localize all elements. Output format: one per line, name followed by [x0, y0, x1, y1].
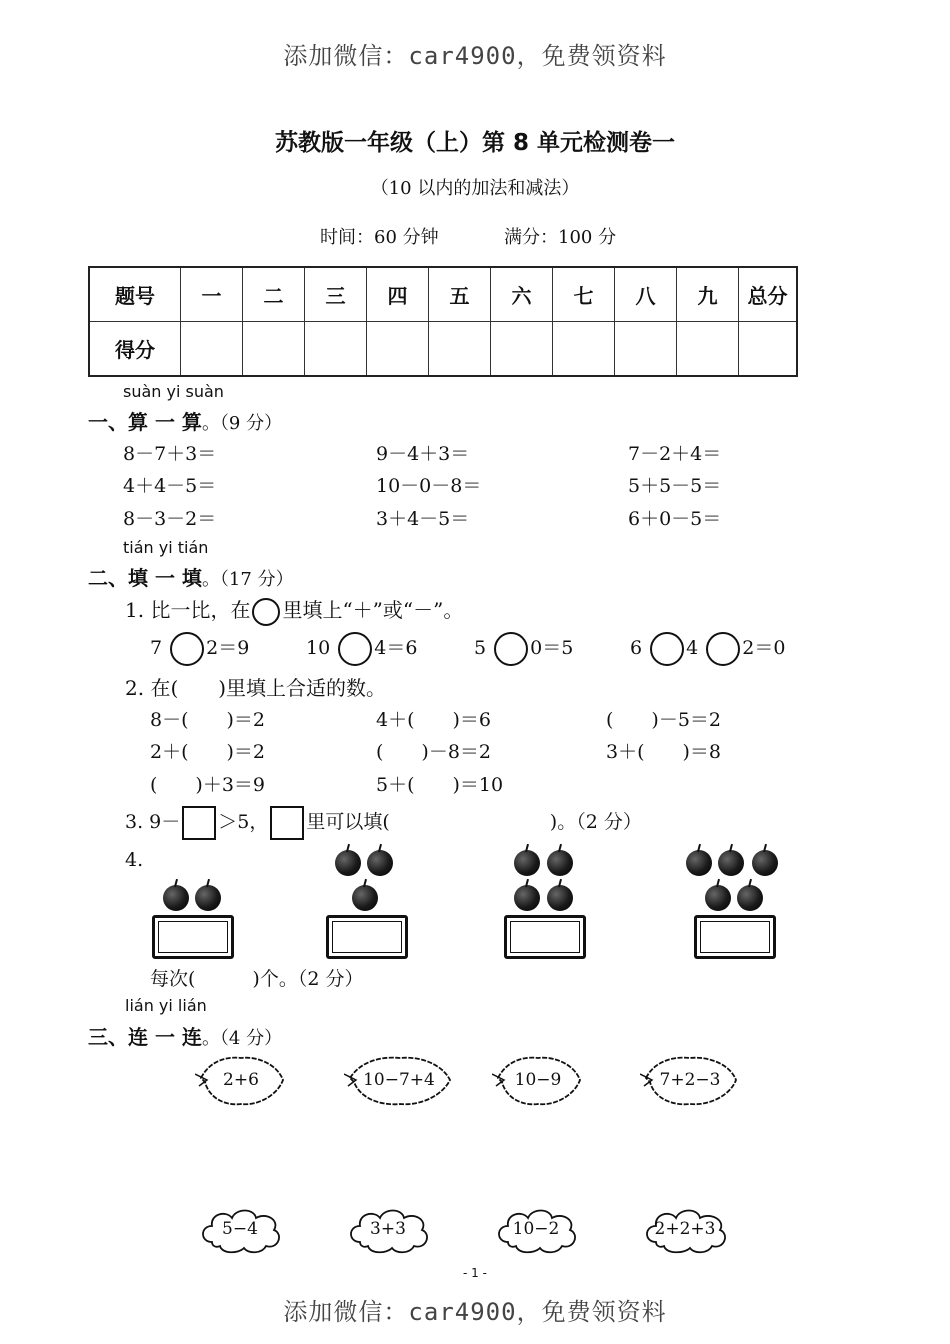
q3-text: )。（2 分）: [549, 811, 642, 833]
full-score-label: 满分：100 分: [504, 227, 617, 248]
fill-blank-problem[interactable]: ( )－5＝2: [606, 709, 722, 731]
apple-icon: [195, 885, 221, 911]
cloud-card[interactable]: [198, 1204, 282, 1256]
score-entry-cell[interactable]: [739, 322, 798, 377]
fill-blank-problem[interactable]: 2＋( )＝2: [150, 741, 266, 763]
answer-box[interactable]: [504, 915, 586, 959]
score-entry-cell[interactable]: [181, 322, 243, 377]
score-entry-cell[interactable]: [305, 322, 367, 377]
cloud-card[interactable]: [346, 1204, 430, 1256]
operator-circle[interactable]: [338, 632, 372, 666]
q3-text: 里可以填(: [306, 811, 390, 833]
leaf-card[interactable]: [195, 1052, 287, 1110]
cloud-expression: 2+2+3: [654, 1219, 716, 1239]
q4-answer-line[interactable]: 每次( )个。（2 分）: [150, 968, 364, 990]
time-label: 时间：60 分钟: [320, 227, 439, 248]
section2-title: 二、填 一 填: [88, 566, 202, 590]
score-table-cell: 一: [181, 267, 243, 322]
cloud-expression: 10−2: [512, 1219, 560, 1239]
apple-icon: [686, 850, 712, 876]
calc-problem: 10－0－8＝: [376, 475, 482, 497]
q1-item: [474, 632, 573, 666]
answer-box[interactable]: [326, 915, 408, 959]
score-entry-cell[interactable]: [491, 322, 553, 377]
score-entry-cell[interactable]: [243, 322, 305, 377]
q1-item: [150, 632, 249, 666]
apple-icon: [163, 885, 189, 911]
apple-icon: [352, 885, 378, 911]
calc-problem: 7－2＋4＝: [628, 443, 722, 465]
score-table-cell: 六: [491, 267, 553, 322]
q1-operand: 0＝5: [530, 637, 574, 659]
page-subtitle: （10 以内的加法和减法）: [370, 178, 580, 199]
apple-icon: [705, 885, 731, 911]
watermark-top: 添加微信：car4900，免费领资料: [283, 42, 667, 70]
leaf-expression: 10−9: [514, 1070, 562, 1090]
section1-title: 一、算 一 算: [88, 410, 202, 434]
operator-circle[interactable]: [170, 632, 204, 666]
score-table-cell: 八: [615, 267, 677, 322]
calc-problem: 5＋5－5＝: [628, 475, 722, 497]
fill-blank-problem[interactable]: ( )－8＝2: [376, 741, 492, 763]
page-title: 苏教版一年级（上）第 8 单元检测卷一: [274, 130, 676, 156]
q1-operand: 2＝0: [742, 637, 786, 659]
section1-heading: [88, 406, 282, 435]
score-table-cell: 得分: [89, 322, 181, 377]
q3-text: ＞5，: [218, 811, 269, 833]
calc-problem: 6＋0－5＝: [628, 508, 722, 530]
q1-item: [630, 632, 785, 666]
score-entry-cell[interactable]: [429, 322, 491, 377]
leaf-expression: 2+6: [223, 1070, 259, 1090]
leaf-expression: 10−7+4: [363, 1070, 435, 1090]
leaf-card[interactable]: [344, 1052, 454, 1110]
score-entry-cell[interactable]: [367, 322, 429, 377]
calc-problem: 8－3－2＝: [123, 508, 217, 530]
answer-box[interactable]: [694, 915, 776, 959]
score-entry-cell[interactable]: [553, 322, 615, 377]
score-table-header-row: [89, 267, 797, 322]
apple-icon: [335, 850, 361, 876]
apple-icon: [514, 850, 540, 876]
score-table-cell: 四: [367, 267, 429, 322]
q1-prefix: 1. 比一比，在: [125, 598, 251, 622]
q2-instruction: 2. 在( )里填上合适的数。: [125, 676, 387, 700]
q1-operand: 4＝6: [374, 637, 418, 659]
fill-blank-problem[interactable]: 3＋( )＝8: [606, 741, 722, 763]
cloud-expression: 3+3: [370, 1219, 406, 1239]
section1-points: 。（9 分）: [201, 413, 283, 434]
q1-instruction: [125, 594, 463, 626]
score-entry-cell[interactable]: [615, 322, 677, 377]
score-table-cell: 三: [305, 267, 367, 322]
leaf-expression: 7+2−3: [659, 1070, 721, 1090]
apple-icon: [752, 850, 778, 876]
leaf-card[interactable]: [640, 1052, 740, 1110]
q1-operand: 6: [630, 637, 643, 659]
cloud-card[interactable]: [642, 1204, 728, 1256]
apple-icon: [547, 885, 573, 911]
calc-problem: 3＋4－5＝: [376, 508, 470, 530]
score-table-cell: 五: [429, 267, 491, 322]
section3-heading: [88, 1021, 282, 1050]
answer-box[interactable]: [152, 915, 234, 959]
cloud-card[interactable]: [494, 1204, 578, 1256]
section3-title: 三、连 一 连: [88, 1025, 202, 1049]
section2-heading: [88, 562, 294, 591]
watermark-bottom: 添加微信：car4900，免费领资料: [283, 1298, 667, 1326]
q1-operand: 10: [306, 637, 331, 659]
answer-square[interactable]: [270, 806, 304, 840]
fill-blank-problem[interactable]: 5＋( )＝10: [376, 774, 504, 796]
score-table-cell: 九: [677, 267, 739, 322]
q3-line: [125, 806, 642, 840]
q1-operand: 2＝9: [206, 637, 250, 659]
page-number: - 1 -: [463, 1266, 487, 1280]
operator-circle[interactable]: [650, 632, 684, 666]
q1-operand: 5: [474, 637, 487, 659]
section2-pinyin: tián yi tián: [123, 538, 209, 557]
cloud-expression: 5−4: [222, 1219, 258, 1239]
fill-blank-problem[interactable]: 8－( )＝2: [150, 709, 266, 731]
q3-text: 3. 9－: [125, 811, 181, 833]
fill-blank-problem[interactable]: ( )＋3＝9: [150, 774, 266, 796]
score-entry-cell[interactable]: [677, 322, 739, 377]
score-table-cell: 题号: [89, 267, 181, 322]
calc-problem: 8－7＋3＝: [123, 443, 217, 465]
apple-icon: [737, 885, 763, 911]
calc-problem: 9－4＋3＝: [376, 443, 470, 465]
apple-icon: [718, 850, 744, 876]
leaf-card[interactable]: [492, 1052, 584, 1110]
apple-icon: [547, 850, 573, 876]
section3-pinyin: lián yi lián: [125, 996, 207, 1015]
score-table-cell: 七: [553, 267, 615, 322]
operator-circle[interactable]: [494, 632, 528, 666]
answer-square[interactable]: [182, 806, 216, 840]
q1-operand: 4: [686, 637, 699, 659]
q4-label: 4.: [125, 849, 144, 871]
apple-icon: [514, 885, 540, 911]
circle-icon: [252, 598, 280, 626]
section1-pinyin: suàn yi suàn: [123, 382, 224, 401]
section3-points: 。（4 分）: [201, 1028, 283, 1049]
score-table-cell: 总分: [739, 267, 798, 322]
operator-circle[interactable]: [706, 632, 740, 666]
calc-problem: 4＋4－5＝: [123, 475, 217, 497]
fill-blank-problem[interactable]: 4＋( )＝6: [376, 709, 492, 731]
q1-operand: 7: [150, 637, 163, 659]
q1-item: [306, 632, 417, 666]
score-table-score-row: [89, 322, 797, 377]
score-table: [88, 266, 798, 377]
section2-points: 。（17 分）: [201, 569, 294, 590]
score-table-cell: 二: [243, 267, 305, 322]
q1-suffix: 里填上“＋”或“－”。: [282, 598, 464, 622]
apple-icon: [367, 850, 393, 876]
